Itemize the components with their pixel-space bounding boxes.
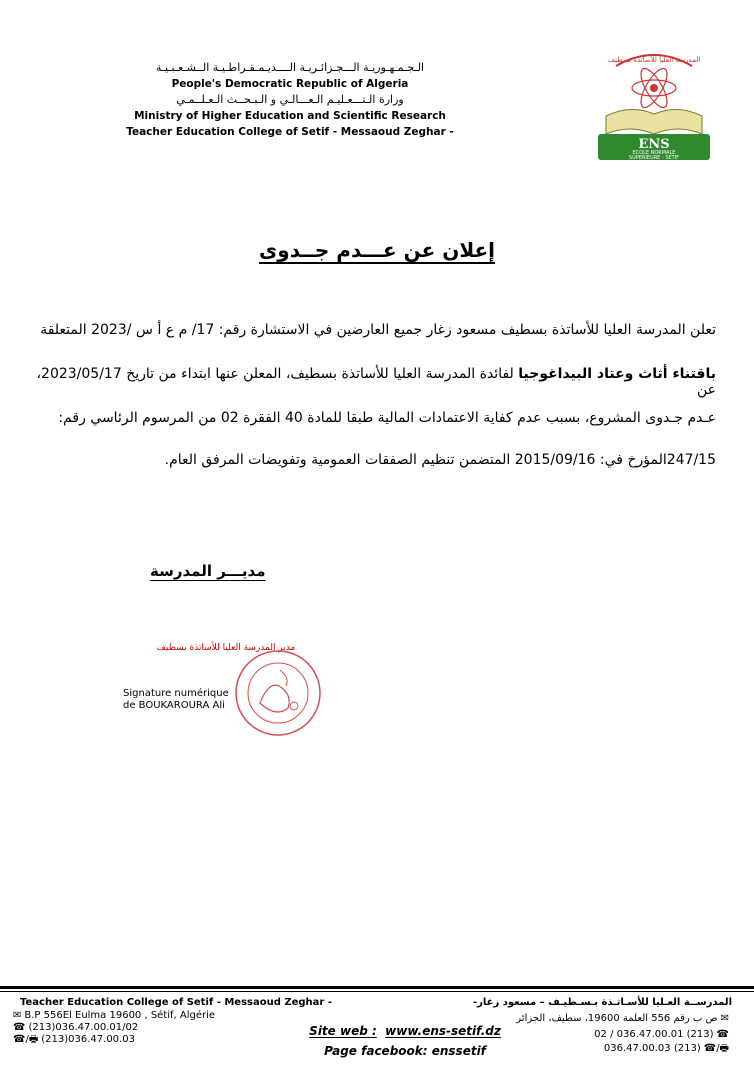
header-en-republic: People's Democratic Republic of Algeria bbox=[171, 78, 409, 90]
body-line-2 bbox=[16, 366, 716, 398]
phone-icon: ☎ bbox=[716, 1029, 729, 1040]
envelope-icon: ✉ bbox=[13, 1010, 22, 1021]
signature-red-label: مدير المدرسة العليا للأساتذة بسطيف bbox=[156, 643, 296, 653]
footer-left-fax-row bbox=[10, 1033, 135, 1046]
footer-right-address: ص ب رقم 556 العلمة 19600، سطيف، الجزائر bbox=[516, 1013, 718, 1024]
fax-icon: 🖶/☎ bbox=[703, 1043, 729, 1054]
body-line-1: تعلن المدرسة العليا للأساتذة بسطيف مسعود زغار جميع العارضين في الاستشارة رقم: 17/ م ع أ س /2023 المتعلقة bbox=[40, 322, 716, 338]
footer-site-label: Site web : bbox=[309, 1024, 377, 1038]
header-en-college: Teacher Education College of Setif - Messaoud Zeghar - bbox=[126, 126, 454, 138]
phone-icon: ☎ bbox=[13, 1022, 26, 1033]
header-en-ministry: Ministry of Higher Education and Scientific Research bbox=[134, 110, 446, 122]
footer-facebook: Page facebook: enssetif bbox=[324, 1044, 486, 1058]
footer-right-title: المدرســة العـليا للأسـاتـذة بـسـطيـف – مسعود زغار- bbox=[473, 997, 732, 1008]
header-ar-republic: الـجـمـهـوريـة الـــجـزائـريـة الــــديـمـقـراطـيـة الــشـعـبـيـة bbox=[155, 61, 425, 74]
announcement-title-text: إعلان عن عـــدم جــدوى bbox=[258, 238, 496, 262]
fax-icon: ☎/🖶 bbox=[13, 1034, 39, 1045]
footer-site-url[interactable]: www.ens-setif.dz bbox=[385, 1024, 501, 1038]
footer-rule-thin bbox=[0, 991, 754, 992]
footer-left-title: Teacher Education College of Setif - Messaoud Zeghar - bbox=[20, 997, 332, 1008]
header-block bbox=[100, 60, 480, 140]
official-stamp bbox=[230, 648, 326, 738]
body-line-2-bold: باقتناء أثاث وعتاد البيداغوجيا bbox=[518, 366, 716, 382]
logo-ribbon-text: المدرسة العليا للأساتذة بسطيف bbox=[607, 56, 701, 64]
footer-left-address: B.P 556El Eulma 19600 , Sétif, Algérie bbox=[24, 1010, 216, 1021]
footer-site-row bbox=[300, 1024, 510, 1038]
ens-logo bbox=[586, 48, 722, 164]
footer-left-fax: (213)036.47.00.03 bbox=[41, 1034, 135, 1045]
digital-signature-line-1: Signature numérique bbox=[123, 688, 229, 699]
footer-right-phone: (213) 036.47.00.01 / 02 bbox=[594, 1029, 714, 1040]
body-line-4: 247/15المؤرخ في: 2015/09/16 المتضمن تنظيم الصفقات العمومية وتفويضات المرفق العام. bbox=[164, 452, 716, 468]
header-ar-ministry: وزارة الـتـــعـليـم الـعـــالـي و الـبـحــث الـعـلــمـي bbox=[176, 93, 404, 106]
envelope-icon: ✉ bbox=[720, 1013, 729, 1024]
announcement-title bbox=[0, 238, 754, 262]
body-line-3: عـدم جـدوى المشروع، بسبب عدم كفاية الاعتمادات المالية طبقا للمادة 40 الفقرة 02 من المرسوم الرئاسي رقم: bbox=[58, 410, 716, 426]
footer-rule bbox=[0, 986, 754, 989]
footer-right-fax: (213) 036.47.00.03 bbox=[603, 1043, 701, 1054]
footer-left-phone: (213)036.47.00.01/02 bbox=[28, 1022, 139, 1033]
footer-right-phone-row bbox=[594, 1028, 732, 1041]
digital-signature-text bbox=[123, 688, 229, 712]
logo-sub2: SUPERIEURE - SETIF bbox=[628, 155, 680, 161]
footer-right-address-row bbox=[516, 1012, 732, 1025]
signature-role: مديـــر المدرسة bbox=[150, 562, 266, 580]
logo-text: ENS bbox=[638, 137, 670, 152]
logo-sub1: ECOLE NORMALE bbox=[632, 150, 676, 156]
digital-signature-line-2: de BOUKAROURA Ali bbox=[123, 700, 225, 711]
footer-right-fax-row bbox=[604, 1042, 732, 1055]
body-line-2-rest: لفائدة المدرسة العليا للأساتذة بسطيف، المعلن عنها ابتداء من تاريخ 2023/05/17، عن bbox=[36, 366, 716, 398]
